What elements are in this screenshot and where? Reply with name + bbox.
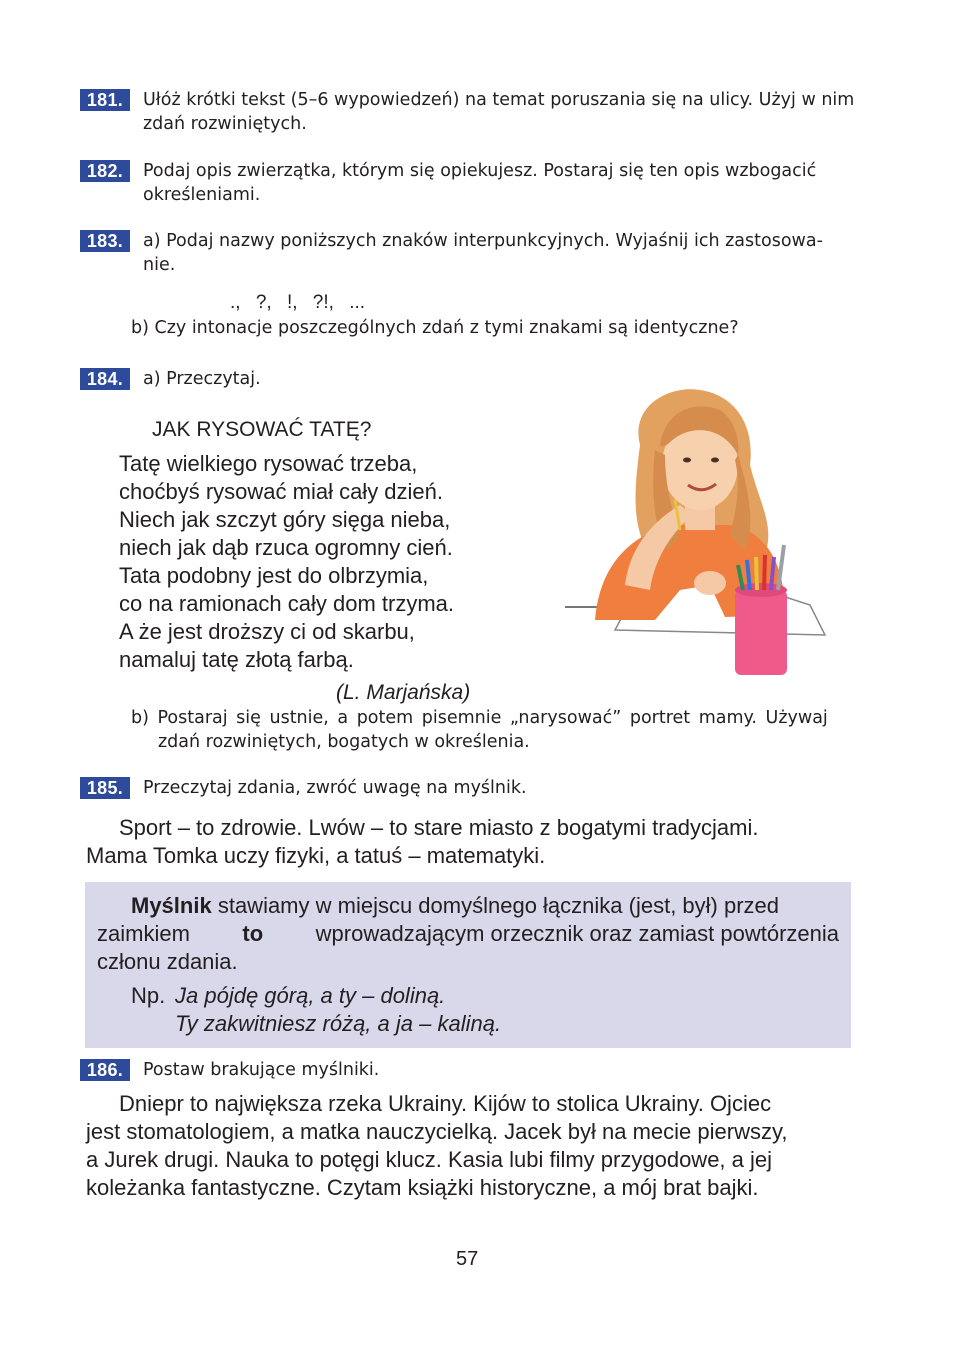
exercise-line-1: Dniepr to największa rzeka Ukrainy. Kijów to stolica Ukrainy. Ojciec	[119, 1091, 772, 1116]
exercise-line-3: a Jurek drugi. Nauka to potęgi klucz. Kasia lubi filmy przygodowe, a jej	[86, 1147, 773, 1172]
rule-line-1	[131, 892, 779, 920]
task-184-part-b-line1: b) Postaraj się ustnie, a potem pisemnie „narysować” portret mamy. Używaj	[131, 708, 828, 728]
rule-line-3: członu zdania.	[97, 949, 238, 974]
task-183-part-a: a) Podaj nazwy poniższych znaków interpunkcyjnych. Wyjaśnij ich zastosowa-nie.	[143, 231, 823, 275]
rule-keyword-to: to	[242, 921, 264, 946]
rule-example-1: Ja pójdę górą, a ty – doliną.	[175, 983, 446, 1008]
task-number-184: 184.	[80, 368, 130, 390]
task-184-part-b-line2: zdań rozwiniętych, bogatych w określenia.	[158, 732, 530, 752]
poem-line: co na ramionach cały dom trzyma.	[119, 591, 455, 616]
poem-line: niech jak dąb rzuca ogromny cień.	[119, 535, 453, 560]
poem-title: JAK RYSOWAĆ TATĘ?	[152, 418, 372, 441]
rule-text-2a: zaimkiem	[97, 921, 190, 946]
poem-line: namaluj tatę złotą farbą.	[119, 647, 354, 672]
task-number-181: 181.	[80, 89, 130, 111]
exercise-line-4: koleżanka fantastyczne. Czytam książki historyczne, a mój brat bajki.	[86, 1175, 759, 1200]
task-number-182: 182.	[80, 160, 130, 182]
poem-line: Tata podobny jest do olbrzymia,	[119, 563, 429, 588]
girl-drawing-illustration	[560, 385, 830, 680]
task-184-part-a: a) Przeczytaj.	[143, 369, 261, 389]
rule-line-2	[97, 920, 839, 948]
task-183-part-b: b) Czy intonacje poszczególnych zdań z tymi znakami są identyczne?	[131, 318, 739, 338]
task-number-183: 183.	[80, 230, 130, 252]
poem-line: Tatę wielkiego rysować trzeba,	[119, 451, 418, 476]
example-sentence-1: Sport – to zdrowie. Lwów – to stare miasto z bogatymi tradycjami.	[119, 815, 759, 840]
poem-author: (L. Marjańska)	[336, 681, 471, 704]
rule-np-label: Np.	[131, 983, 166, 1008]
rule-text-2c: wprowadzającym orzecznik oraz zamiast powtórzenia	[315, 921, 839, 946]
poem-line: Niech jak szczyt góry sięga nieba,	[119, 507, 451, 532]
punctuation-signs: ., ?, !, ?!, ...	[230, 292, 366, 313]
task-186-text: Postaw brakujące myślniki.	[143, 1060, 380, 1080]
task-number-185: 185.	[80, 777, 130, 799]
example-sentence-2: Mama Tomka uczy fizyki, a tatuś – matematyki.	[86, 843, 546, 868]
rule-term: Myślnik	[131, 893, 212, 918]
task-182-text: Podaj opis zwierzątka, którym się opiekujesz. Postaraj się ten opis wzbogacić określeniami.	[143, 161, 817, 205]
task-185-text: Przeczytaj zdania, zwróć uwagę na myślnik.	[143, 778, 527, 798]
rule-example-2: Ty zakwitniesz różą, a ja – kaliną.	[175, 1011, 502, 1036]
task-181-text: Ułóż krótki tekst (5–6 wypowiedzeń) na temat poruszania się na ulicy. Użyj w nim zdań rozwiniętych.	[143, 90, 855, 134]
exercise-line-2: jest stomatologiem, a matka nauczycielką. Jacek był na mecie pierwszy,	[86, 1119, 788, 1144]
task-number-186: 186.	[80, 1059, 130, 1081]
poem-line: choćbyś rysować miał cały dzień.	[119, 479, 444, 504]
page-number: 57	[456, 1248, 479, 1270]
poem	[119, 450, 454, 674]
rule-text-1: stawiamy w miejscu domyślnego łącznika (jest, był) przed	[217, 893, 780, 918]
poem-line: A że jest droższy ci od skarbu,	[119, 619, 415, 644]
